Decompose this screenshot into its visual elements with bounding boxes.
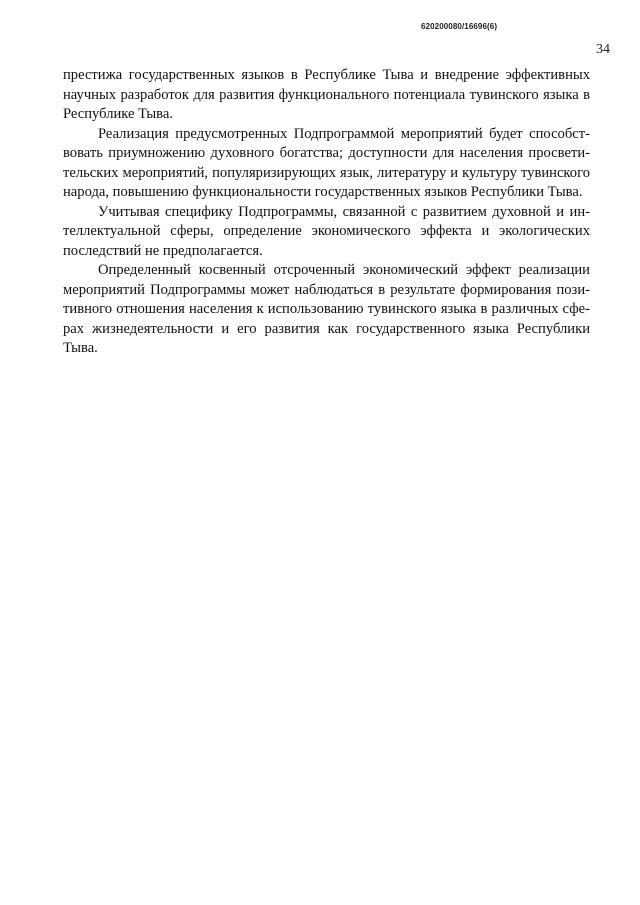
- text-line: мероприятий Подпрограммы может наблюдаться в результате формирования пози-: [63, 281, 590, 298]
- text-line: Республике Тыва.: [63, 106, 173, 122]
- page-number: 34: [596, 42, 610, 57]
- text-line: рах жизнедеятельности и его развития как государственного языка Республики: [63, 320, 590, 337]
- text-line: престижа государственных языков в Республике Тыва и внедрение эффективных: [63, 67, 590, 83]
- paragraph-1: [63, 66, 590, 125]
- text-line: Учитывая специфику Подпрограммы, связанной с развитием духовной и ин-: [98, 203, 590, 220]
- text-line: Тыва.: [63, 340, 98, 356]
- text-line: тельских мероприятий, популяризирующих язык, литературу и культуру тувинского: [63, 164, 590, 181]
- text-line: теллектуальной сферы, определение экономического эффекта и экологических: [63, 223, 590, 239]
- document-code: 620200080/16696(6): [421, 22, 498, 31]
- text-line: Реализация предусмотренных Подпрограммой мероприятий будет способст-: [98, 125, 590, 142]
- paragraph-3: [63, 203, 590, 262]
- text-line: Определенный косвенный отсроченный экономический эффект реализации: [98, 262, 590, 278]
- text-line: тивного отношения населения к использованию тувинского языка в различных сфе-: [63, 301, 590, 317]
- text-line: научных разработок для развития функционального потенциала тувинского языка в: [63, 86, 590, 103]
- paragraph-4: [63, 261, 590, 359]
- document-body: [63, 66, 590, 359]
- text-line: народа, повышению функциональности государственных языков Республики Тыва.: [63, 184, 583, 200]
- text-line: вовать приумножению духовного богатства; доступности для населения просвети-: [63, 145, 590, 161]
- paragraph-2: [63, 125, 590, 203]
- text-line: последствий не предполагается.: [63, 242, 263, 259]
